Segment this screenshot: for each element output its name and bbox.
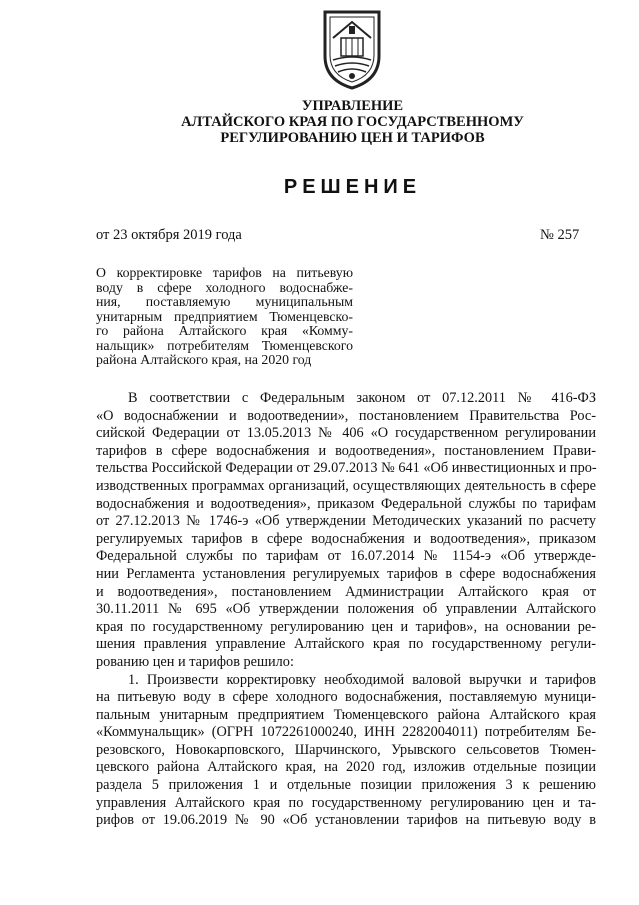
body-line: регулируемых тарифов в сфере водоснабжения и водоотведения», приказом (96, 530, 596, 547)
body-line: и водоотведения», постановлением Администрации Алтайского края от (96, 583, 596, 600)
body-line: Федеральной службы по тарифам от 16.07.2014 № 1154-э «Об утвержде- (96, 548, 596, 565)
body-line: шения правления управление Алтайского края по государственному регули- (96, 636, 596, 653)
subject-line: нальщик» потребителям Тюменцевского (96, 337, 353, 353)
authority-line: АЛТАЙСКОГО КРАЯ ПО ГОСУДАРСТВЕННОМУ (181, 114, 524, 130)
body-line: тельства Российской Федерации от 29.07.2013 № 641 «Об инвестиционных и про- (96, 460, 597, 477)
body-line: резовского, Новокарповского, Шарчинского, Урывского сельсоветов Тюмен- (96, 741, 596, 758)
document-date: от 23 октября 2019 года (96, 227, 242, 243)
subject-line: О корректировке тарифов на питьевую (96, 265, 353, 280)
body-line: от 27.12.2013 № 1746-э «Об утверждении Методических указаний по расчету (96, 513, 596, 530)
body-line: тарифов в сфере водоснабжения и водоотведения», постановлением Прави- (96, 442, 596, 459)
document-number: № 257 (540, 227, 580, 243)
subject-line: района Алтайского края, на 2020 год (96, 352, 312, 367)
body-line: «О водоснабжении и водоотведении», постановлением Правительства Рос- (96, 407, 596, 424)
document-body (96, 390, 596, 830)
body-line: 30.11.2011 № 695 «Об утверждении положения об управлении Алтайского (96, 601, 596, 618)
body-line: раздела 5 приложения 1 и отдельные позиции приложения 3 к решению (96, 777, 596, 794)
body-line: цевского района Алтайского края, на 2020 год, изложив отдельные позиции (96, 759, 596, 776)
subject-line: ния, поставляемую муниципальным (96, 294, 353, 309)
issuing-authority (0, 98, 639, 146)
body-line: изводственных программах организаций, осуществляющих деятельность в сфере (96, 477, 596, 494)
body-line: пальным унитарным предприятием Тюменцевского района Алтайского края (96, 706, 596, 723)
body-line: рованию цен и тарифов решило: (96, 653, 294, 670)
subject-line: унитарным предприятием Тюменцевско- (96, 308, 353, 324)
body-line: водоснабжения и водоотведения», приказом Федеральной службы по тарифам (96, 495, 596, 512)
body-line: края по государственному регулированию цен и тарифов», на основании ре- (96, 618, 596, 635)
body-line: на питьевую воду в сфере холодного водоснабжения, поставляемую муници- (96, 689, 596, 706)
document-title: РЕШЕНИЕ (283, 176, 422, 198)
authority-line: УПРАВЛЕНИЕ (301, 98, 404, 114)
body-line: рифов от 19.06.2019 № 90 «Об установлении тарифов на питьевую воду в (96, 812, 596, 829)
altai-krai-coat-of-arms-icon (321, 8, 383, 90)
body-line: 1. Произвести корректировку необходимой валовой выручки и тарифов (128, 671, 596, 688)
subject-line: воду в сфере холодного водоснабже- (96, 279, 353, 295)
body-line: нии Регламента установления регулируемых тарифов в сфере водоснабжения (96, 565, 596, 582)
document-subject (96, 266, 353, 368)
body-line: управления Алтайского края по государственному регулированию цен и та- (96, 794, 596, 811)
body-line: «Коммунальщик» (ОГРН 1072261000240, ИНН 2282004011) потребителям Бе- (96, 724, 596, 741)
body-line: В соответствии с Федеральным законом от 07.12.2011 № 416-ФЗ (128, 390, 596, 406)
authority-line: РЕГУЛИРОВАНИЮ ЦЕН И ТАРИФОВ (220, 130, 485, 146)
subject-line: го района Алтайского края «Комму- (96, 323, 353, 338)
body-line: сийской Федерации от 13.05.2013 № 406 «О государственном регулировании (96, 425, 596, 442)
